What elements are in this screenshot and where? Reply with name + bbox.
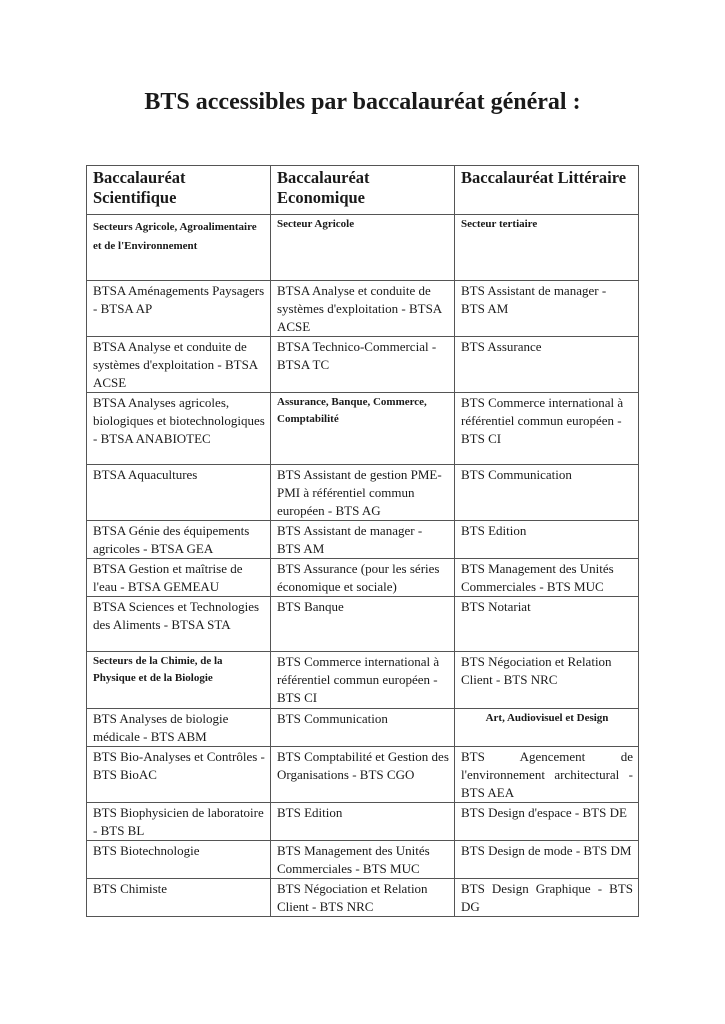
section-heading: Art, Audiovisuel et Design bbox=[455, 709, 639, 747]
table-row bbox=[87, 841, 639, 879]
table-row bbox=[87, 747, 639, 803]
header-scientifique: Baccalauréat Scientifique bbox=[87, 166, 271, 215]
table-row bbox=[87, 215, 639, 281]
table-cell: BTS Agencement de l'environnement architectural - BTS AEA bbox=[455, 747, 639, 803]
table-cell: BTS Notariat bbox=[455, 597, 639, 652]
table-cell: BTS Bio-Analyses et Contrôles - BTS BioAC bbox=[87, 747, 271, 803]
table-cell: BTS Communication bbox=[271, 709, 455, 747]
table-row bbox=[87, 465, 639, 521]
table-row bbox=[87, 597, 639, 652]
table-cell: BTS Edition bbox=[271, 803, 455, 841]
header-row bbox=[87, 166, 639, 215]
table-cell: BTS Assistant de manager - BTS AM bbox=[455, 281, 639, 337]
table-cell: BTS Assistant de manager - BTS AM bbox=[271, 521, 455, 559]
table-cell: BTSA Technico-Commercial - BTSA TC bbox=[271, 337, 455, 393]
table-cell: BTS Management des Unités Commerciales - BTS MUC bbox=[455, 559, 639, 597]
table-cell: BTS Edition bbox=[455, 521, 639, 559]
table-cell: BTS Biophysicien de laboratoire - BTS BL bbox=[87, 803, 271, 841]
table-cell: BTSA Aquacultures bbox=[87, 465, 271, 521]
table-cell: BTS Banque bbox=[271, 597, 455, 652]
section-heading: Secteur Agricole bbox=[271, 215, 455, 281]
page-title: BTS accessibles par baccalauréat général : bbox=[144, 89, 581, 115]
table-cell: BTS Négociation et Relation Client - BTS NRC bbox=[271, 879, 455, 917]
header-litteraire: Baccalauréat Littéraire bbox=[455, 166, 639, 215]
section-heading: Secteur tertiaire bbox=[455, 215, 639, 281]
table-cell: BTS Communication bbox=[455, 465, 639, 521]
table-row bbox=[87, 559, 639, 597]
table-cell: BTS Analyses de biologie médicale - BTS ABM bbox=[87, 709, 271, 747]
table-cell: BTS Commerce international à référentiel commun européen - BTS CI bbox=[271, 652, 455, 709]
table-cell: BTSA Sciences et Technologies des Aliments - BTSA STA bbox=[87, 597, 271, 652]
table-cell: BTSA Analyse et conduite de systèmes d'exploitation - BTSA ACSE bbox=[87, 337, 271, 393]
section-heading: Secteurs Agricole, Agroalimentaire et de l'Environnement bbox=[87, 215, 271, 281]
table-cell: BTS Commerce international à référentiel commun européen - BTS CI bbox=[455, 393, 639, 465]
table-cell: BTS Design de mode - BTS DM bbox=[455, 841, 639, 879]
section-heading: Secteurs de la Chimie, de la Physique et de la Biologie bbox=[87, 652, 271, 709]
table-cell: BTS Comptabilité et Gestion des Organisations - BTS CGO bbox=[271, 747, 455, 803]
table-cell: BTSA Analyses agricoles, biologiques et biotechnologiques - BTSA ANABIOTEC bbox=[87, 393, 271, 465]
table-cell: BTSA Gestion et maîtrise de l'eau - BTSA GEMEAU bbox=[87, 559, 271, 597]
table-row bbox=[87, 281, 639, 337]
section-heading: Assurance, Banque, Commerce, Comptabilité bbox=[271, 393, 455, 465]
table-cell: BTSA Génie des équipements agricoles - BTSA GEA bbox=[87, 521, 271, 559]
table-row bbox=[87, 521, 639, 559]
table-cell: BTS Design d'espace - BTS DE bbox=[455, 803, 639, 841]
table-cell: BTS Management des Unités Commerciales - BTS MUC bbox=[271, 841, 455, 879]
table-row bbox=[87, 652, 639, 709]
bts-table bbox=[86, 165, 639, 917]
header-economique: Baccalauréat Economique bbox=[271, 166, 455, 215]
table-row bbox=[87, 337, 639, 393]
table-cell: BTS Biotechnologie bbox=[87, 841, 271, 879]
table-cell: BTS Assurance (pour les séries économique et sociale) bbox=[271, 559, 455, 597]
table-cell: BTS Négociation et Relation Client - BTS NRC bbox=[455, 652, 639, 709]
table-cell: BTS Assurance bbox=[455, 337, 639, 393]
table-cell: BTSA Aménagements Paysagers - BTSA AP bbox=[87, 281, 271, 337]
table-cell: BTSA Analyse et conduite de systèmes d'exploitation - BTSA ACSE bbox=[271, 281, 455, 337]
table-row bbox=[87, 709, 639, 747]
table-cell: BTS Design Graphique - BTS DG bbox=[455, 879, 639, 917]
table-row bbox=[87, 393, 639, 465]
table-row bbox=[87, 879, 639, 917]
table-cell: BTS Chimiste bbox=[87, 879, 271, 917]
table-cell: BTS Assistant de gestion PME-PMI à référentiel commun européen - BTS AG bbox=[271, 465, 455, 521]
table-row bbox=[87, 803, 639, 841]
